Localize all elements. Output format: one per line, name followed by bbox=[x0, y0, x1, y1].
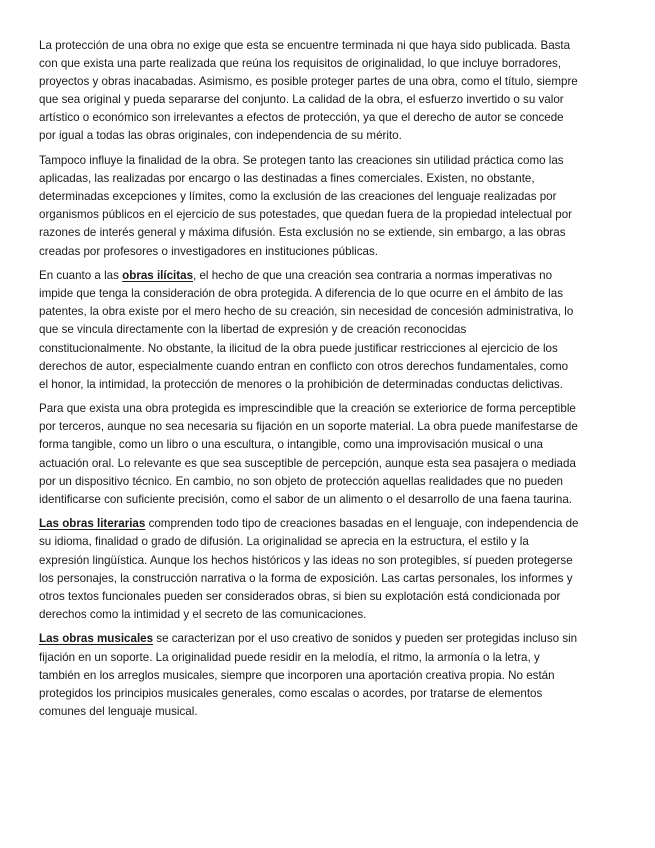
text-line: patentes, la obra existe por el mero hecho de su creación, sin necesidad de concesión administrativa, lo bbox=[39, 305, 574, 319]
text-line: impide que tenga la consideración de obra protegida. A diferencia de lo que ocurre en el ámbito de las bbox=[39, 287, 563, 301]
text-line: Tampoco influye la finalidad de la obra. Se protegen tanto las creaciones sin utilidad práctica como las bbox=[39, 154, 564, 168]
text-line: forma tangible, como un libro o una escultura, o intangible, como una improvisación musical o una bbox=[39, 438, 543, 452]
text-line: comunes del lenguaje musical. bbox=[39, 704, 198, 718]
text-line: otros textos funcionales pueden ser considerados obras, si bien su explotación está condicionada por bbox=[39, 589, 561, 603]
term-obras-ilicitas: obras ilícitas bbox=[122, 269, 194, 283]
text-line: constitucionalmente. No obstante, la ilicitud de la obra puede justificar restricciones al ejercicio de los bbox=[39, 341, 558, 355]
text-line: derechos de autor, especialmente cuando entran en conflicto con otros derechos fundamentales, como bbox=[39, 359, 569, 373]
text-run: En cuanto a las bbox=[39, 269, 123, 283]
term-obras-literarias: Las obras literarias bbox=[39, 517, 146, 531]
text-line: organismos públicos en el ejercicio de sus potestades, que quedan fuera de la propiedad intelectual por bbox=[39, 208, 573, 222]
text-line: proyectos y obras inacabadas. Asimismo, es posible proteger partes de una obra, como el título, siempre bbox=[39, 75, 578, 89]
text-line bbox=[39, 630, 617, 648]
text-line: expresión lingüística. Aunque los hechos históricos y las ideas no son protegibles, sí pueden protegerse bbox=[39, 553, 573, 567]
text-line: aplicadas, las realizadas por encargo o las destinadas a fines comerciales. Existen, no obstante, bbox=[39, 172, 535, 186]
document-page bbox=[39, 37, 617, 727]
text-line: Para que exista una obra protegida es imprescindible que la creación se exteriorice de forma perceptible bbox=[39, 402, 576, 416]
text-line: que se vincula directamente con la libertad de expresión y de creación reconocidas bbox=[39, 323, 467, 337]
term-obras-musicales: Las obras musicales bbox=[39, 632, 154, 646]
text-line: determinadas excepciones y límites, como la exclusión de las creaciones del lenguaje realizadas por bbox=[39, 190, 557, 204]
text-line: La protección de una obra no exige que esta se encuentre terminada ni que haya sido publicada. Basta bbox=[39, 39, 571, 52]
text-line: identificarse con suficiente precisión, como el sabor de un alimento o el desarrollo de una faena taurina. bbox=[39, 492, 572, 506]
text-line bbox=[39, 267, 617, 285]
paragraph-exteriorizacion bbox=[39, 400, 617, 509]
text-line: su idioma, finalidad o grado de difusión. La originalidad se aprecia en la estructura, el estilo y la bbox=[39, 535, 529, 549]
paragraph-proteccion-obra-inacabada bbox=[39, 37, 617, 146]
text-line: también en los arreglos musicales, siempre que incorporen una aportación creativa propia. No están bbox=[39, 668, 555, 682]
text-line: derechos como la intimidad y el secreto de las comunicaciones. bbox=[39, 607, 367, 621]
text-line bbox=[39, 515, 617, 533]
paragraph-finalidad-obra bbox=[39, 152, 617, 261]
text-line: con que exista una parte realizada que reúna los requisitos de originalidad, lo que incluye borradores, bbox=[39, 57, 562, 71]
paragraph-obras-musicales bbox=[39, 630, 617, 720]
text-line: razones de interés general y máxima difusión. Esta exclusión no se extiende, sin embargo, a las obras bbox=[39, 226, 566, 240]
text-line: creadas por profesores o investigadores en instituciones públicas. bbox=[39, 244, 378, 258]
text-line: los personajes, la construcción narrativa o la forma de exposición. Las cartas personales, los informes y bbox=[39, 571, 573, 585]
text-line: por un dispositivo técnico. En cambio, no son objeto de protección aquellas realidades que no pueden bbox=[39, 474, 564, 488]
text-line: que sea original y pueda separarse del conjunto. La calidad de la obra, el esfuerzo invertido o su valor bbox=[39, 93, 564, 107]
text-run: se caracterizan por el uso creativo de sonidos y pueden ser protegidas incluso sin bbox=[153, 632, 578, 646]
text-line: el honor, la intimidad, la protección de menores o la prohibición de determinadas conductas delictivas. bbox=[39, 377, 563, 391]
paragraph-obras-literarias bbox=[39, 515, 617, 624]
text-line: fijación en un soporte. La originalidad puede residir en la melodía, el ritmo, la armonía o la letra, y bbox=[39, 650, 540, 664]
text-run: comprenden todo tipo de creaciones basadas en el lenguaje, con independencia de bbox=[145, 517, 579, 531]
text-line: por igual a todas las obras originales, con independencia de su mérito. bbox=[39, 129, 402, 143]
text-line: protegidos los principios musicales generales, como escalas o acordes, por tratarse de elementos bbox=[39, 686, 543, 700]
paragraph-obras-ilicitas bbox=[39, 267, 617, 394]
text-run: , el hecho de que una creación sea contraria a normas imperativas no bbox=[193, 269, 553, 283]
text-line: por terceros, aunque no sea necesaria su fijación en un soporte material. La obra puede manifestarse de bbox=[39, 420, 578, 434]
text-line: actuación oral. Lo relevante es que sea susceptible de percepción, aunque esta sea pasajera o mediada bbox=[39, 456, 576, 470]
text-line: artístico o económico son irrelevantes a efectos de protección, ya que el derecho de autor se concede bbox=[39, 111, 564, 125]
